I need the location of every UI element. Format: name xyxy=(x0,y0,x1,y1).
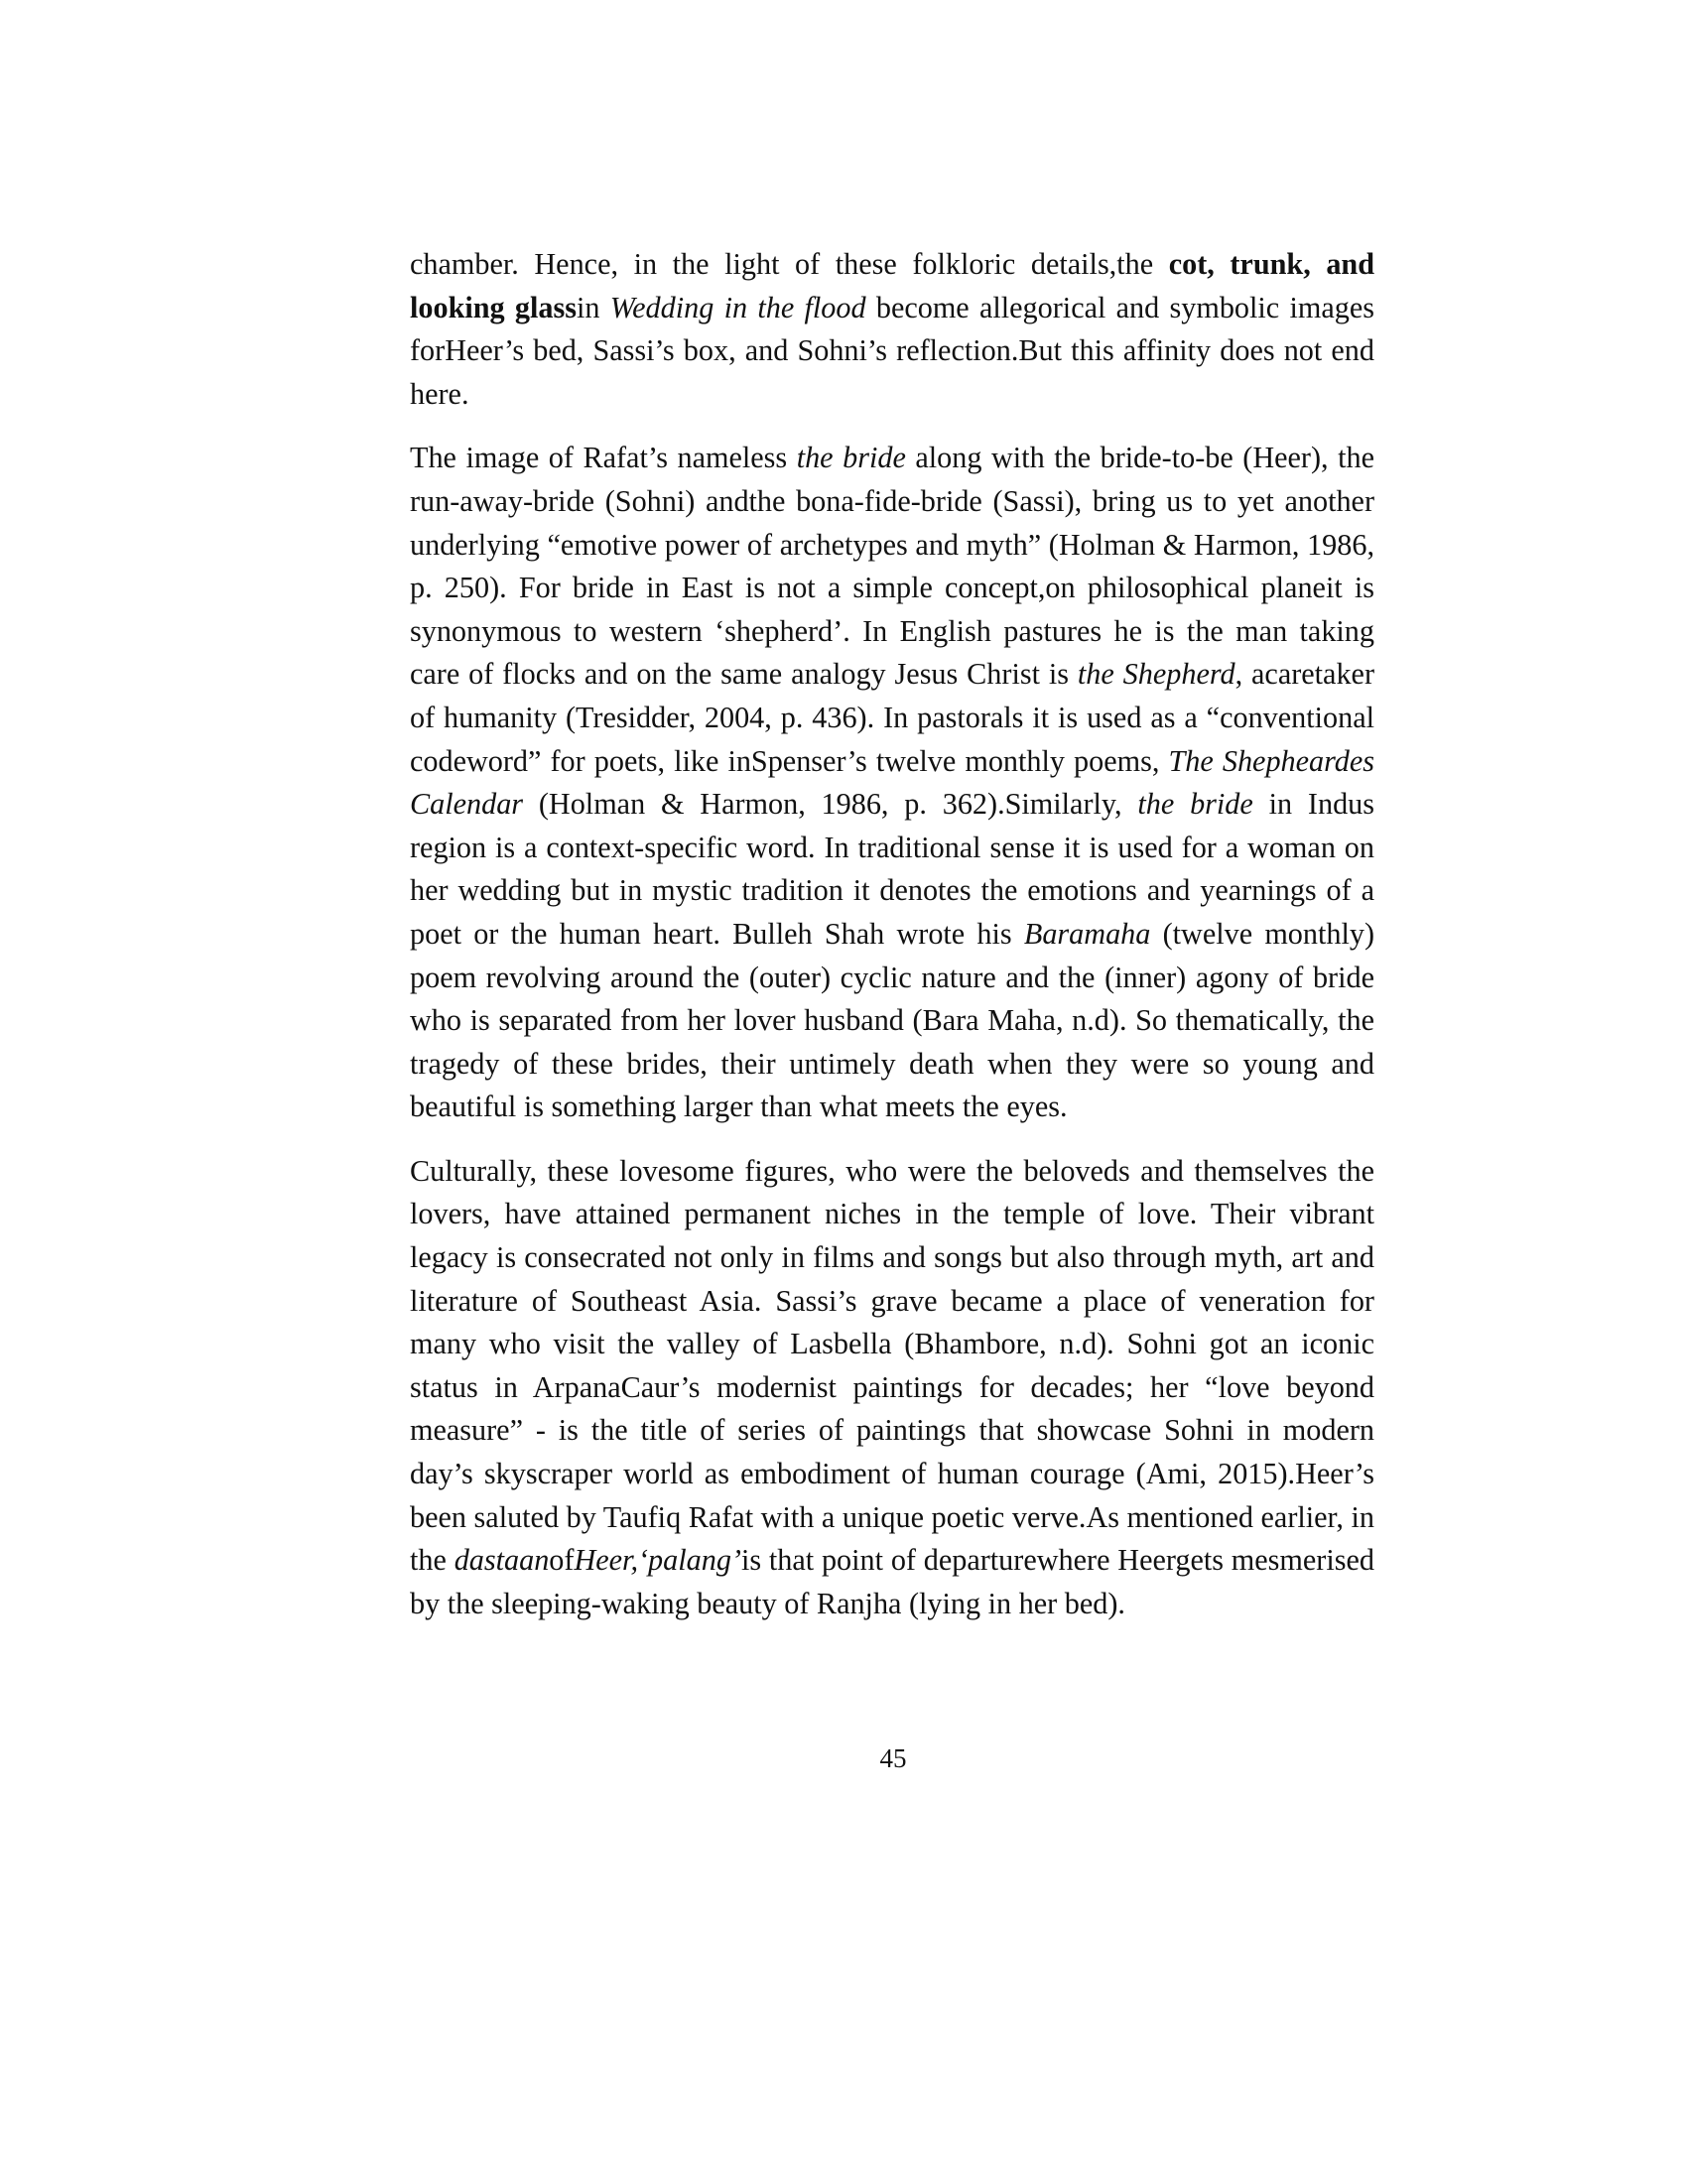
text-run: chamber. Hence, in the light of these folkloric details,the xyxy=(410,247,1169,281)
text-run: Culturally, these lovesome figures, who were the beloveds and themselves the lovers, have attained permanent niches in the temple of love. Their vibrant legacy is consecrated not only in films and songs but also through myth, art and literature of Southeast Asia. Sassi’s grave became a place of veneration for many who visit the valley of Lasbella (Bhambore, n.d). Sohni got an iconic status in ArpanaCaur’s modernist paintings for decades; her “love beyond measure” - is the title of series of paintings that showcase Sohni in modern day’s skyscraper world as embodiment of human courage (Ami, 2015).Heer’s been saluted by Taufiq Rafat with a unique poetic verve.As mentioned earlier, in the xyxy=(410,1153,1374,1578)
text-run: along with the bride-to-be (Heer), the run-away-bride (Sohni) andthe bona-fide-bride (Sassi), bring us to yet another underlying “emotive power of archetypes and myth” (Holman & Harmon, 1986, p. 250). For bride in East is not a simple concept,on philosophical planeit is synonymous to western ‘shepherd’. In English pastures he is the man taking care of flocks and on the same analogy Jesus Christ is xyxy=(410,441,1375,692)
text-run: (Holman & Harmon, 1986, p. 362).Similarly, xyxy=(523,787,1138,822)
bold-text-run: cot, trunk, and looking glass xyxy=(410,247,1374,324)
text-run: of xyxy=(549,1543,575,1578)
italic-title-run: Baramaha xyxy=(1023,916,1151,951)
italic-text-run: Heer,‘palang’ xyxy=(574,1543,741,1578)
body-text xyxy=(410,243,1374,1625)
paragraph-3 xyxy=(410,1150,1374,1626)
italic-text-run: the bride xyxy=(1137,787,1253,822)
text-run: become allegorical and symbolic images forHeer’s bed, Sassi’s box, and Sohni’s reflection.But this affinity does not end here. xyxy=(410,290,1374,411)
italic-text-run: dastaan xyxy=(454,1543,550,1578)
italic-text-run: the bride xyxy=(796,441,906,475)
italic-title-run: The Shepheardes Calendar xyxy=(410,743,1374,822)
paragraph-1 xyxy=(410,243,1374,416)
text-run: The image of Rafat’s nameless xyxy=(410,441,797,475)
text-run: in Indus region is a context-specific word. In traditional sense it is used for a woman on her wedding but in mystic tradition it denotes the emotions and yearnings of a poet or the human heart. Bulleh Shah wrote his xyxy=(410,787,1374,951)
text-run: , acaretaker of humanity (Tresidder, 2004, p. 436). In pastorals it is used as a “conventional codeword” for poets, like inSpenser’s twelve monthly poems, xyxy=(410,657,1374,778)
paragraph-2 xyxy=(410,437,1374,1129)
text-run: in xyxy=(577,290,610,324)
italic-title-run: Wedding in the flood xyxy=(609,290,866,324)
page-number: 45 xyxy=(879,1743,907,1773)
italic-text-run: the Shepherd xyxy=(1077,657,1235,692)
text-run: (twelve monthly) poem revolving around the (outer) cyclic nature and the (inner) agony of bride who is separated from her lover husband (Bara Maha, n.d). So thematically, the tragedy of these brides, their untimely death when they were so young and beautiful is something larger than what meets the eyes. xyxy=(410,916,1375,1124)
text-run: is that point of departurewhere Heergets mesmerised by the sleeping-waking beauty of Ranjha (lying in her bed). xyxy=(410,1543,1374,1620)
